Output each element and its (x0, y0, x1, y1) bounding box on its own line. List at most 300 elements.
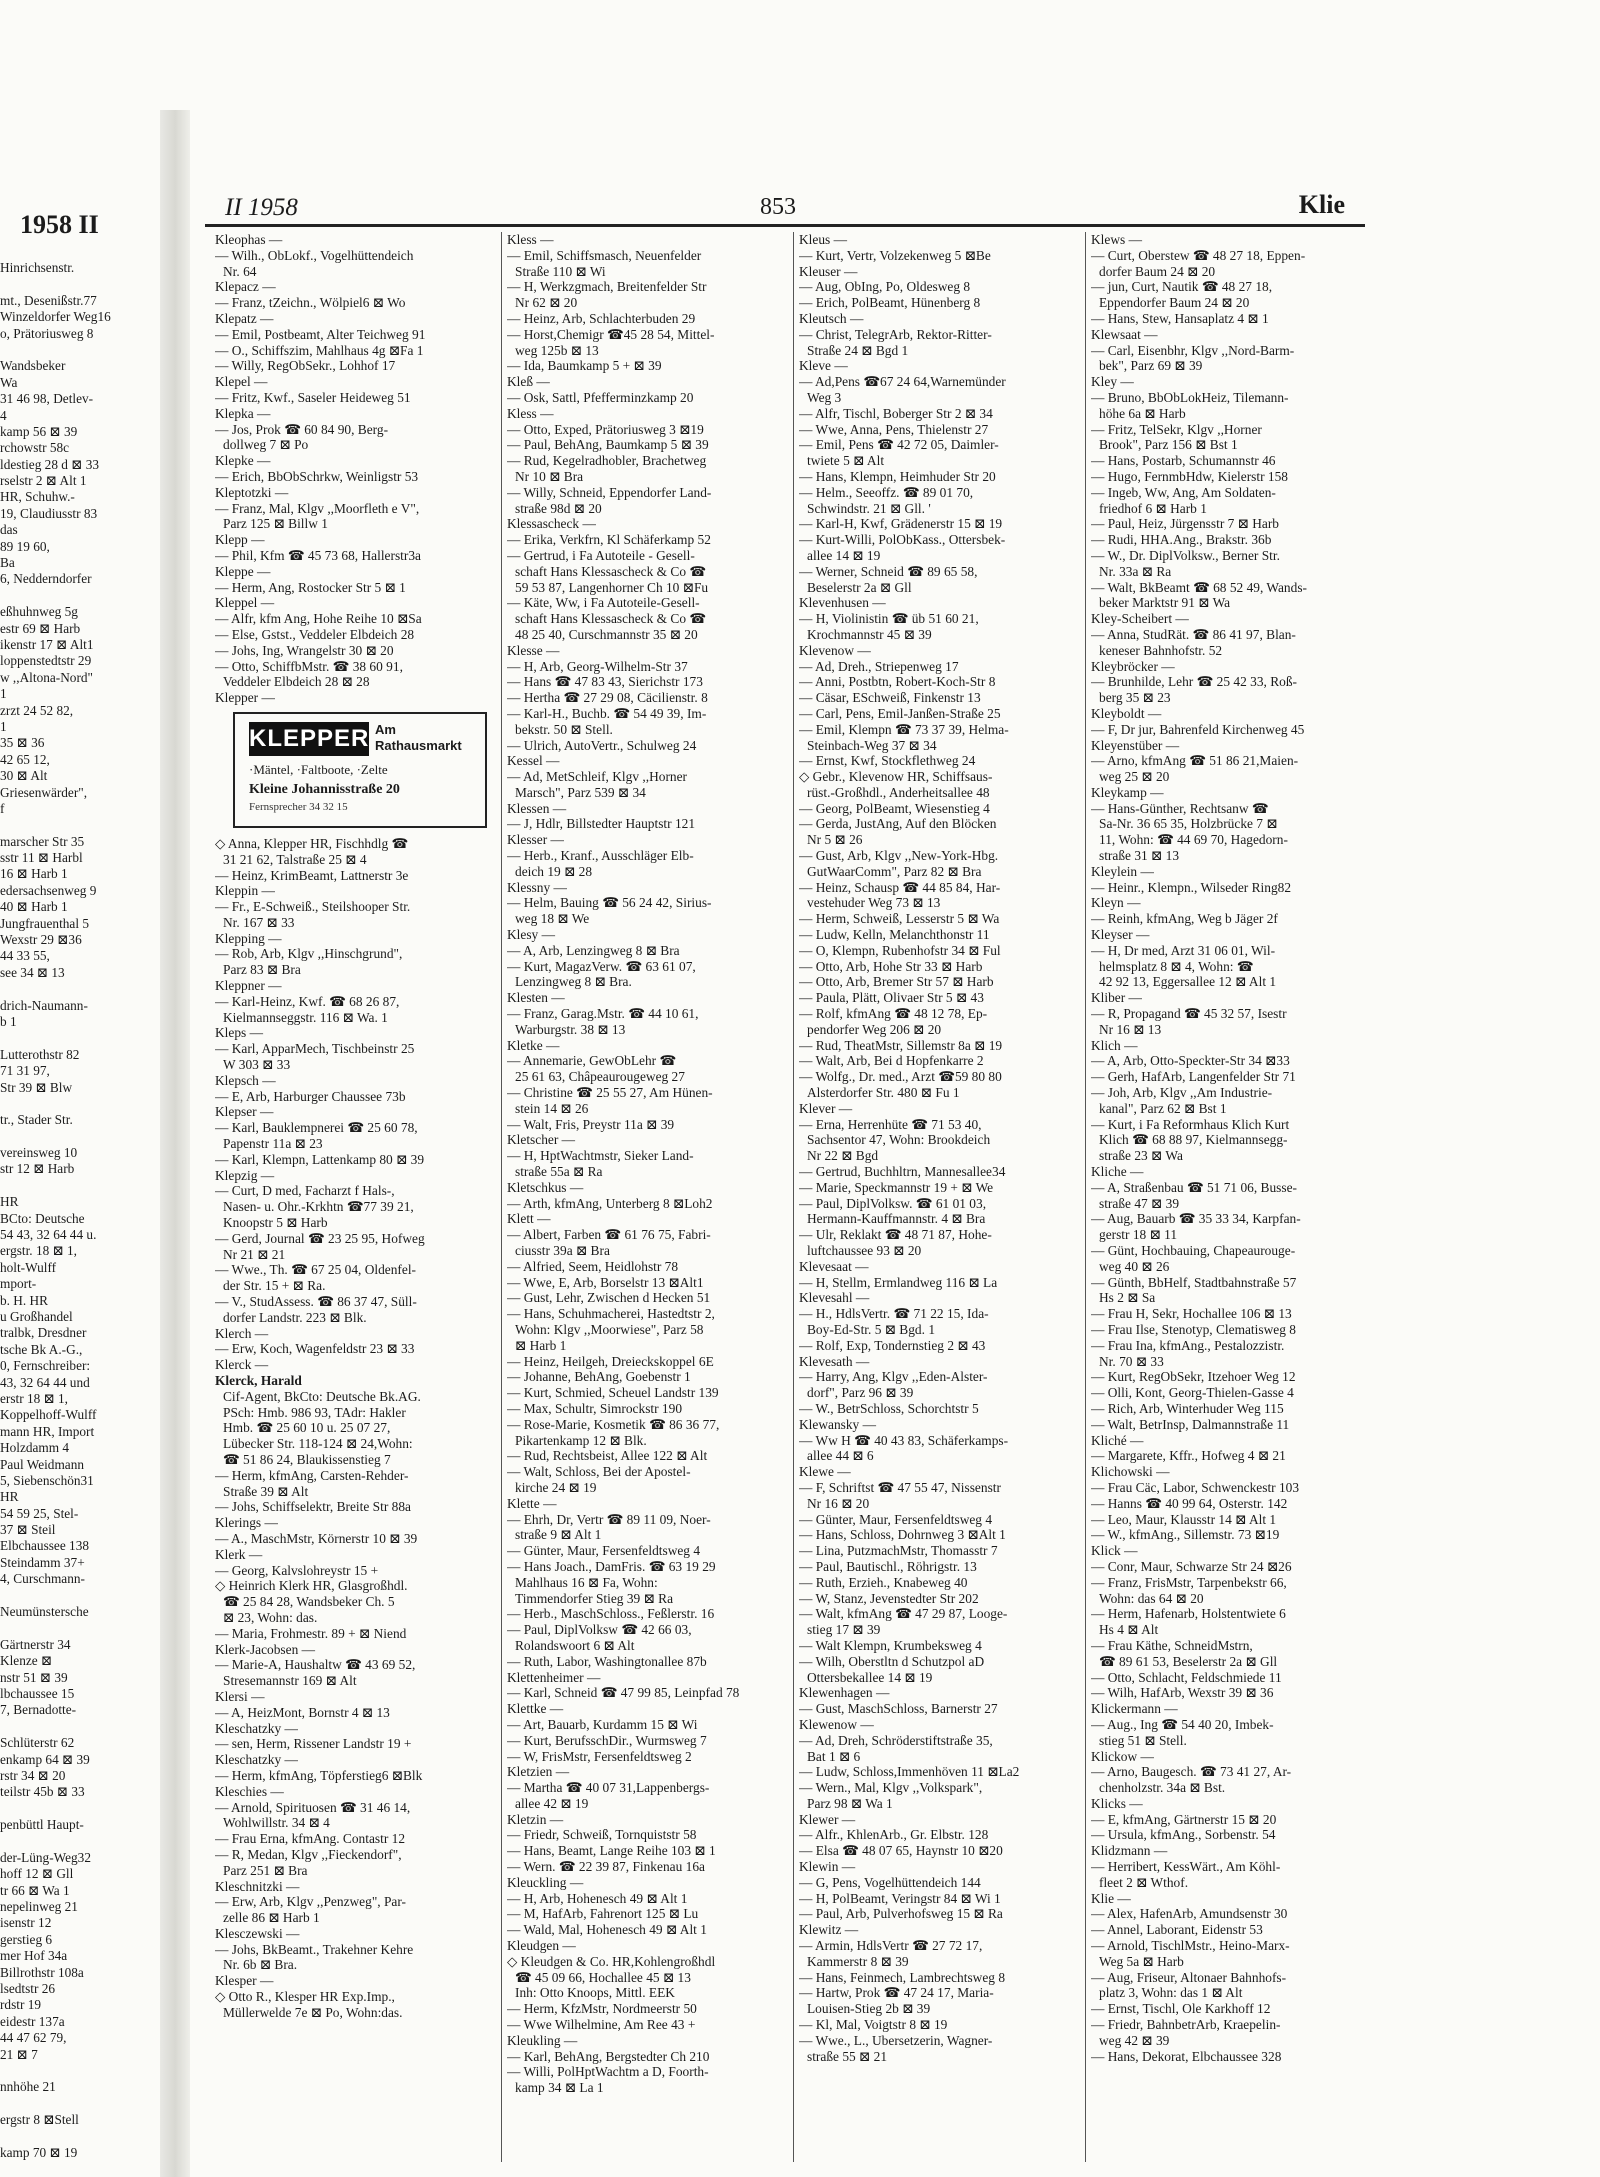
directory-entry: — Walt, kfmAng ☎ 47 29 87, Looge- (799, 1606, 1008, 1622)
left-page-line: mann HR, Import (0, 1423, 95, 1439)
directory-entry: — O, Klempn, Rubenhofstr 34 ⊠ Ful (799, 942, 1001, 958)
surname-heading: Kletschkus — (507, 1179, 584, 1195)
directory-entry: — R, Propagand ☎ 45 32 57, Isestr (1091, 1006, 1287, 1022)
directory-entry: — Willy, Schneid, Eppendorfer Land- (507, 484, 712, 500)
directory-entry: Krochmannstr 45 ⊠ 39 (807, 626, 932, 642)
directory-entry: — Ad, MetSchleif, Klgv ,,Horner (507, 769, 688, 785)
directory-entry: — Johs, Schiffselektr, Breite Str 88a (215, 1499, 411, 1515)
directory-entry: Klich ☎ 68 88 97, Kielmannsegg- (1099, 1132, 1288, 1148)
left-page-line: 5, Siebenschön31 (0, 1472, 94, 1488)
surname-heading: Klewenow — (799, 1716, 874, 1732)
left-page-line: estr 69 ⊠ Harb (0, 620, 81, 636)
left-page-line (0, 1620, 160, 1636)
directory-entry: — Franz, Mal, Klgv ,,Moorfleth e V", (215, 500, 420, 516)
directory-entry: 48 25 40, Curschmannstr 35 ⊠ 20 (515, 626, 698, 642)
directory-entry: — Carl, Eisenbhr, Klgv ,,Nord-Barm- (1091, 342, 1295, 358)
left-page-line: rstr 34 ⊠ 20 (0, 1767, 66, 1783)
surname-heading: Klesper — (215, 1973, 274, 1989)
directory-entry: Lenzingweg 8 ⊠ Bra. (515, 974, 632, 990)
directory-entry: Wohn: das 64 ⊠ 20 (1099, 1590, 1204, 1606)
surname-heading: Klewe — (799, 1464, 851, 1480)
surname-heading: Kleuser — (799, 263, 858, 279)
directory-entry: — Walt Klempn, Krumbeksweg 4 (799, 1637, 982, 1653)
surname-heading: Kessel — (507, 753, 560, 769)
left-page-line (0, 1588, 160, 1604)
directory-entry: — Martha ☎ 40 07 31,Lappenbergs- (507, 1780, 710, 1796)
surname-heading: Klepp — (215, 532, 265, 548)
left-page-line: 37 ⊠ Steil (0, 1522, 56, 1538)
surname-heading: Kleudgen — (507, 1938, 576, 1954)
surname-heading: Kleschies — (215, 1783, 284, 1799)
directory-entry: kirche 24 ⊠ 19 (515, 1479, 597, 1495)
left-page-line: u Großhandel (0, 1309, 73, 1324)
surname-heading: Kliche — (1091, 1164, 1144, 1180)
directory-entry: — Alfr, Tischl, Boberger Str 2 ⊠ 34 (799, 405, 993, 421)
directory-entry: — Emil, Schiffsmasch, Neuenfelder (507, 247, 702, 263)
surname-heading: Kliché — (1091, 1432, 1144, 1448)
directory-entry: — F, Schriftst ☎ 47 55 47, Nissenstr (799, 1479, 1001, 1495)
left-page-line: 19, Claudiusstr 83 (0, 505, 98, 521)
directory-entry: — Johs, Ing, Wrangelstr 30 ⊠ 20 (215, 642, 394, 658)
directory-entry: — Ludw, Kelln, Melanchthonstr 11 (799, 927, 990, 943)
directory-entry: straße 23 ⊠ Wa (1099, 1148, 1183, 1164)
directory-entry: — Wern., Mal, Klgv ,,Volkspark", (799, 1780, 983, 1796)
surname-heading: Kliber — (1091, 990, 1142, 1006)
left-page-line: tralbk, Dresdner (0, 1325, 87, 1341)
directory-entry: — Hans, Stew, Hansaplatz 4 ⊠ 1 (1091, 310, 1269, 326)
directory-entry: — Arnold, TischlMstr., Heino-Marx- (1091, 1938, 1290, 1954)
directory-entry: — Brunhilde, Lehr ☎ 25 42 33, Roß- (1091, 674, 1297, 690)
directory-entry: chenholzstr. 34a ⊠ Bst. (1099, 1780, 1226, 1796)
surname-heading: Klessny — (507, 879, 567, 895)
directory-entry: — A, HeizMont, Bornstr 4 ⊠ 13 (215, 1704, 390, 1720)
directory-entry: — Anni, Postbtn, Robert-Koch-Str 8 (799, 674, 996, 690)
directory-entry: Nr 62 ⊠ 20 (515, 295, 578, 311)
directory-entry: — Karl, Bauklempnerei ☎ 25 60 78, (215, 1120, 418, 1136)
surname-heading: Klerck, Harald (215, 1373, 302, 1388)
left-page-line: lbchaussee 15 (0, 1685, 75, 1701)
directory-entry: Kammerstr 8 ⊠ 39 (807, 1953, 909, 1969)
directory-entry: straße 98d ⊠ 20 (515, 500, 602, 516)
directory-entry: Parz 98 ⊠ Wa 1 (807, 1795, 893, 1811)
left-page-line: nepelinweg 21 (0, 1899, 78, 1915)
directory-entry: — Emil, Postbeamt, Alter Teichweg 91 (215, 326, 426, 342)
directory-entry: — Karl-H, Kwf, Grädenerstr 15 ⊠ 19 (799, 516, 1003, 532)
surname-heading: Klesten — (507, 990, 565, 1006)
surname-heading: Kley-Scheibert — (1091, 611, 1189, 627)
left-page-line: vereinsweg 10 (0, 1145, 78, 1161)
directory-entry: — Otto, Schlacht, Feldschmiede 11 (1091, 1669, 1282, 1685)
surname-heading: Klettke — (507, 1701, 564, 1717)
left-page-line (0, 2096, 160, 2112)
surname-heading: Kleschatzky — (215, 1752, 298, 1768)
surname-heading: Klick — (1091, 1543, 1138, 1559)
directory-entry: — Heinz, KrimBeamt, Lattnerstr 3e (215, 867, 409, 883)
directory-entry: höhe 6a ⊠ Harb (1099, 405, 1186, 421)
surname-heading: Kleppin — (215, 883, 275, 899)
surname-heading: Klepel — (215, 374, 268, 390)
directory-entry: — Herm, Ang, Rostocker Str 5 ⊠ 1 (215, 579, 406, 595)
left-page-line (0, 588, 160, 604)
directory-entry: — Hertha ☎ 27 29 08, Cäcilienstr. 8 (507, 690, 708, 706)
book-gutter (160, 110, 190, 2177)
directory-entry: — Erw, Koch, Wagenfeldstr 23 ⊠ 33 (215, 1341, 415, 1357)
column-rule (793, 232, 794, 2162)
directory-entry: — Gertrud, Buchhltrn, Mannesallee34 (799, 1164, 1006, 1180)
directory-entry: — Karl, Klempn, Lattenkamp 80 ⊠ 39 (215, 1151, 425, 1167)
directory-entry: — Hans, Klempn, Heimhuder Str 20 (799, 468, 996, 484)
directory-entry: — H., HdlsVertr. ☎ 71 22 15, Ida- (799, 1306, 989, 1322)
left-page-line: marscher Str 35 (0, 833, 85, 849)
directory-entry: der Str. 15 + ⊠ Ra. (223, 1278, 326, 1294)
directory-entry: — Phil, Kfm ☎ 45 73 68, Hallerstr3a (215, 547, 421, 563)
surname-heading: Kleus — (799, 232, 847, 247)
left-page-line: eidestr 137a (0, 2013, 65, 2029)
directory-entry: Inh: Otto Knoops, Mittl. EEK (515, 1985, 675, 2001)
directory-entry: straße 55 ⊠ 21 (807, 2048, 888, 2064)
left-page-line: teilstr 45b ⊠ 33 (0, 1784, 85, 1800)
directory-entry: — jun, Curt, Nautik ☎ 48 27 18, (1091, 279, 1273, 295)
surname-heading: Klesy — (507, 927, 555, 943)
left-page-line: HR (0, 1489, 19, 1505)
surname-heading: Klewitz — (799, 1922, 859, 1938)
surname-heading: Klevenow — (799, 642, 871, 658)
directory-entry: — Herm, Hafenarb, Holstentwiete 6 (1091, 1606, 1286, 1622)
left-page-line: erstr 18 ⊠ 1, (0, 1390, 69, 1406)
surname-heading: Klews — (1091, 232, 1142, 247)
left-page-line (0, 1030, 160, 1046)
directory-entry: PSch: Hmb. 986 93, TAdr: Hakler (223, 1404, 406, 1420)
directory-entry: Schwindstr. 21 ⊠ Gll. ' (807, 500, 931, 516)
surname-heading: Klerck — (215, 1357, 269, 1373)
left-page-line: Jungfrauenthal 5 (0, 915, 89, 931)
directory-entry: helmsplatz 8 ⊠ 4, Wohn: ☎ (1099, 958, 1254, 974)
directory-entry: bek", Parz 69 ⊠ 39 (1099, 358, 1203, 374)
header-volume-year: II 1958 (225, 194, 298, 221)
directory-entry: — Willy, RegObSekr., Lohhof 17 (215, 358, 396, 374)
directory-entry: — Herribert, KessWärt., Am Köhl- (1091, 1859, 1281, 1875)
surname-heading: Kleyn — (1091, 895, 1141, 911)
surname-heading: Kleykamp — (1091, 784, 1164, 800)
surname-heading: Klevesahl — (799, 1290, 870, 1306)
directory-entry: — Anna, StudRät. ☎ 86 41 97, Blan- (1091, 626, 1296, 642)
directory-entry: GutWaarComm", Parz 82 ⊠ Bra (807, 863, 982, 879)
directory-entry: Hs 2 ⊠ Sa (1099, 1290, 1156, 1306)
surname-heading: Kleyboldt — (1091, 705, 1162, 721)
directory-entry: — Alfr, kfm Ang, Hohe Reihe 10 ⊠Sa (215, 611, 422, 627)
directory-entry: Nr 16 ⊠ 13 (1099, 1021, 1162, 1037)
left-page-line: Ba (0, 555, 15, 571)
surname-heading: Kleschatzky — (215, 1720, 298, 1736)
directory-entry: dorfer Baum 24 ⊠ 20 (1099, 263, 1216, 279)
directory-entry: — Hans, Postarb, Schumannstr 46 (1091, 453, 1276, 469)
directory-entry: — E, kfmAng, Gärtnerstr 15 ⊠ 20 (1091, 1811, 1277, 1827)
directory-entry: ⊠ 23, Wohn: das. (223, 1609, 318, 1625)
left-page-line (0, 342, 160, 358)
left-page-line: Paul Weidmann (0, 1456, 84, 1472)
directory-entry: — H, Violinistin ☎ üb 51 60 21, (799, 611, 979, 627)
left-page-line: ldestieg 28 d ⊠ 33 (0, 456, 100, 472)
directory-entry: weg 125b ⊠ 13 (515, 342, 599, 358)
surname-heading: Klepzig — (215, 1167, 275, 1183)
directory-entry: — Rolf, kfmAng ☎ 48 12 78, Ep- (799, 1006, 988, 1022)
left-page-line: o, Prätoriusweg 8 (0, 325, 94, 341)
directory-entry: Timmendorfer Stieg 39 ⊠ Ra (515, 1590, 674, 1606)
directory-entry: Steinbach-Weg 37 ⊠ 34 (807, 737, 937, 753)
directory-entry: — Wwe, E, Arb, Borselstr 13 ⊠Alt1 (507, 1274, 704, 1290)
directory-entry: Parz 125 ⊠ Billw 1 (223, 516, 328, 532)
left-page-line: HR, Schuhw.- (0, 489, 75, 505)
directory-entry: — Karl, BehAng, Bergstedter Ch 210 (507, 2048, 710, 2064)
directory-entry: — Ww H ☎ 40 43 83, Schäferkamps- (799, 1432, 1009, 1448)
directory-entry: — W., kfmAng., Sillemstr. 73 ⊠19 (1091, 1527, 1280, 1543)
directory-entry: ◇ Kleudgen & Co. HR,Kohlengroßhdl (507, 1953, 716, 1969)
directory-entry: ◇ Gebr., Klevenow HR, Schiffsaus- (799, 769, 993, 785)
directory-entry: — A, Straßenbau ☎ 51 71 06, Busse- (1091, 1179, 1297, 1195)
directory-entry: — Max, Schultr, Simrockstr 190 (507, 1400, 683, 1416)
surname-heading: Kleophas — (215, 232, 283, 247)
surname-heading: Kleutsch — (799, 310, 864, 326)
directory-entry: — H, Dr med, Arzt 31 06 01, Wil- (1091, 942, 1276, 958)
left-page-line: f (0, 800, 5, 816)
directory-entry: Kielmannseggstr. 116 ⊠ Wa. 1 (223, 1009, 388, 1025)
directory-entry: ⊠ Harb 1 (515, 1337, 567, 1353)
left-page-line: ergstr. 18 ⊠ 1, (0, 1243, 78, 1259)
directory-entry: — Bruno, BbObLokHeiz, Tilemann- (1091, 389, 1289, 405)
directory-entry: — A, Arb, Lenzingweg 8 ⊠ Bra (507, 942, 680, 958)
directory-entry: — Rud, Kegelradhobler, Brachetweg (507, 453, 707, 469)
surname-heading: Kleybröcker — (1091, 658, 1175, 674)
directory-entry: 42 92 13, Eggersallee 12 ⊠ Alt 1 (1099, 974, 1277, 990)
directory-entry: Boy-Ed-Str. 5 ⊠ Bgd. 1 (807, 1321, 936, 1337)
directory-entry: pendorfer Weg 206 ⊠ 20 (807, 1021, 942, 1037)
directory-entry: — E, Arb, Harburger Chaussee 73b (215, 1088, 406, 1104)
directory-entry: — Gertrud, i Fa Autoteile - Gesell- (507, 547, 695, 563)
directory-entry: — Helm, Bauing ☎ 56 24 42, Sirius- (507, 895, 712, 911)
surname-heading: Klie — (1091, 1890, 1131, 1906)
directory-entry: Veddeler Elbdeich 28 ⊠ 28 (223, 674, 370, 690)
surname-heading: Kley — (1091, 374, 1134, 390)
directory-entry: — Paul, Heiz, Jürgensstr 7 ⊠ Harb (1091, 516, 1279, 532)
directory-entry: — Hans, Dekorat, Elbchaussee 328 (1091, 2048, 1282, 2064)
directory-entry: — Ida, Baumkamp 5 + ⊠ 39 (507, 358, 662, 374)
ad-products: ·Mäntel, ·Faltboote, ·Zelte (249, 761, 388, 777)
left-page-line: 1 (0, 686, 7, 702)
directory-entry: — Ingeb, Ww, Ang, Am Soldaten- (1091, 484, 1276, 500)
directory-entry: Hs 4 ⊠ Alt (1099, 1622, 1159, 1638)
directory-entry: — J, Hdlr, Billstedter Hauptstr 121 (507, 816, 696, 832)
directory-entry: Papenstr 11a ⊠ 23 (223, 1136, 323, 1152)
surname-heading: Kless — (507, 405, 554, 421)
directory-entry: Nr 10 ⊠ Bra (515, 468, 584, 484)
left-page-line: lsedtstr 26 (0, 1981, 56, 1997)
surname-heading: Klewansky — (799, 1416, 876, 1432)
directory-entry: — Werner, Schneid ☎ 89 65 58, (799, 563, 978, 579)
left-page-line: b 1 (0, 1013, 17, 1029)
surname-heading: Klicks — (1091, 1795, 1143, 1811)
directory-entry: — V., StudAssess. ☎ 86 37 47, Süll- (215, 1294, 417, 1310)
surname-heading: Klesse — (507, 642, 560, 658)
directory-entry: — Albert, Farben ☎ 61 76 75, Fabri- (507, 1227, 711, 1243)
left-page-line: 44 47 62 79, (0, 2030, 67, 2046)
directory-entry: — Hans, Beamt, Lange Reihe 103 ⊠ 1 (507, 1843, 716, 1859)
directory-entry: — Frau Erna, kfmAng. Contastr 12 (215, 1831, 406, 1847)
left-page-line: 54 59 25, Stel- (0, 1505, 79, 1521)
left-page-line: tr., Stader Str. (0, 1112, 73, 1128)
directory-entry: — Herb., Kranf., Ausschläger Elb- (507, 848, 694, 864)
directory-entry: twiete 5 ⊠ Alt (807, 453, 885, 469)
left-page-line: 42 65 12, (0, 751, 50, 767)
directory-entry: Wohn: Klgv ,,Moorwiese", Parz 58 (515, 1321, 704, 1337)
directory-entry: — Karl, ApparMech, Tischbeinstr 25 (215, 1041, 415, 1057)
directory-entry: — Ruth, Labor, Washingtonallee 87b (507, 1653, 707, 1669)
directory-entry: — Jos, Prok ☎ 60 84 90, Berg- (215, 421, 389, 437)
directory-entry: — Walt, BetrInsp, Dalmannstraße 11 (1091, 1416, 1290, 1432)
directory-entry: — Kurt, Schmied, Scheuel Landstr 139 (507, 1385, 719, 1401)
directory-entry: — Herm, kfmAng, Töpferstieg6 ⊠Blk (215, 1767, 423, 1783)
surname-heading: Klepka — (215, 405, 271, 421)
left-page-line: ergstr 8 ⊠Stell (0, 2112, 79, 2128)
left-page-line: str 12 ⊠ Harb (0, 1161, 75, 1177)
directory-entry: Mahlhaus 16 ⊠ Fa, Wohn: (515, 1574, 658, 1590)
left-page-line (0, 1719, 160, 1735)
left-page-line: Wexstr 29 ⊠36 (0, 932, 82, 948)
left-page-line: zrzt 24 52 82, (0, 702, 74, 718)
surname-heading: Klerk — (215, 1546, 263, 1562)
directory-entry: — Walt, Schloss, Bei der Apostel- (507, 1464, 691, 1480)
surname-heading: Klewsaat — (1091, 326, 1158, 342)
surname-heading: Klesczewski — (215, 1925, 300, 1941)
left-page-line: Billrothstr 108a (0, 1964, 84, 1980)
directory-entry: — Wern. ☎ 22 39 87, Finkenau 16a (507, 1859, 705, 1875)
left-page-line: 44 33 55, (0, 948, 50, 964)
left-page-line: Griesenwärder", (0, 784, 88, 800)
left-page-line: das (0, 522, 18, 538)
directory-entry: — Elsa ☎ 48 07 65, Haynstr 10 ⊠20 (799, 1843, 1003, 1859)
left-page-line: see 34 ⊠ 13 (0, 964, 65, 980)
directory-entry: — Cäsar, ESchweiß, Finkenstr 13 (799, 690, 981, 706)
directory-entry: — Franz, FrisMstr, Tarpenbekstr 66, (1091, 1574, 1287, 1590)
left-page-line: Holzdamm 4 (0, 1440, 70, 1456)
directory-entry: — Frau Cäc, Labor, Schwenckestr 103 (1091, 1479, 1300, 1495)
directory-entry: platz 3, Wohn: das 1 ⊠ Alt (1099, 1985, 1243, 2001)
left-page-line: edersachsenweg 9 (0, 882, 97, 898)
directory-entry: — Paul, Arb, Pulverhofsweg 15 ⊠ Ra (799, 1906, 1003, 1922)
directory-entry: — Reinh, kfmAng, Weg b Jäger 2f (1091, 911, 1278, 927)
surname-heading: Klepsch — (215, 1072, 276, 1088)
directory-entry: — Käte, Ww, i Fa Autoteile-Gesell- (507, 595, 700, 611)
directory-entry: kanal", Parz 62 ⊠ Bst 1 (1099, 1100, 1227, 1116)
directory-entry: — Kl, Mal, Voigtstr 8 ⊠ 19 (799, 2017, 948, 2033)
surname-heading: Klevesath — (799, 1353, 870, 1369)
left-page-line: rdstr 19 (0, 1997, 41, 2013)
directory-entry: — Rolf, Exp, Tondernstieg 2 ⊠ 43 (799, 1337, 986, 1353)
directory-entry: Straße 39 ⊠ Alt (223, 1483, 309, 1499)
directory-entry: — Hans, Schuhmacherei, Hastedtstr 2, (507, 1306, 715, 1322)
directory-entry: — Maria, Frohmestr. 89 + ⊠ Niend (215, 1625, 407, 1641)
left-page-line: holt-Wulff (0, 1259, 57, 1275)
directory-entry: Parz 83 ⊠ Bra (223, 962, 301, 978)
left-page-line (0, 2129, 160, 2145)
surname-heading: Klepacz — (215, 279, 276, 295)
directory-entry: — Rud, Rechtsbeist, Allee 122 ⊠ Alt (507, 1448, 708, 1464)
directory-entry: allee 14 ⊠ 19 (807, 547, 881, 563)
directory-entry: — W, FrisMstr, Fersenfeldtsweg 2 (507, 1748, 692, 1764)
directory-entry: — Joh, Arb, Klgv ,,Am Industrie- (1091, 1085, 1273, 1101)
directory-entry: 31 21 62, Talstraße 25 ⊠ 4 (223, 851, 367, 867)
left-page-line: rchowstr 58c (0, 440, 70, 456)
directory-entry: — M, HafArb, Fahrenort 125 ⊠ Lu (507, 1906, 699, 1922)
surname-heading: Kleschnitzki — (215, 1878, 300, 1894)
directory-entry: — Wolfg., Dr. med., Arzt ☎59 80 80 (799, 1069, 1002, 1085)
directory-entry: — Fr., E-Schweiß., Steilshooper Str. (215, 899, 411, 915)
left-page-line: 4 (0, 407, 7, 423)
directory-entry: — Aug, ObIng, Po, Oldesweg 8 (799, 279, 971, 295)
directory-entry: — Else, Gstst., Veddeler Elbdeich 28 (215, 626, 415, 642)
directory-entry: — Ad, Dreh, Schröderstiftstraße 35, (799, 1732, 993, 1748)
directory-entry: — Wilh, HafArb, Wexstr 39 ⊠ 36 (1091, 1685, 1274, 1701)
surname-heading: Klevesaat — (799, 1258, 869, 1274)
directory-entry: — Alfried, Seem, Heidlohstr 78 (507, 1258, 679, 1274)
directory-entry: — Rose-Marie, Kosmetik ☎ 86 36 77, (507, 1416, 720, 1432)
directory-entry: Rolandswoort 6 ⊠ Alt (515, 1637, 635, 1653)
directory-columns (215, 232, 1365, 2162)
directory-entry: — Herm, KfzMstr, Nordmeerstr 50 (507, 2001, 697, 2017)
left-page-line: 54 43, 32 64 44 u. (0, 1227, 97, 1243)
directory-entry: weg 42 ⊠ 39 (1099, 2032, 1170, 2048)
directory-entry: stieg 17 ⊠ 39 (807, 1622, 881, 1638)
directory-entry: — Hans, Feinmech, Lambrechtsweg 8 (799, 1969, 1006, 1985)
left-page-line: 0, Fernschreiber: (0, 1358, 91, 1374)
directory-entry: — Günter, Maur, Fersenfeldtsweg 4 (799, 1511, 993, 1527)
directory-entry: — Franz, Garag.Mstr. ☎ 44 10 61, (507, 1006, 699, 1022)
left-page-line: nstr 51 ⊠ 39 (0, 1669, 68, 1685)
directory-entry: Lübecker Str. 118-124 ⊠ 24,Wohn: (223, 1436, 413, 1452)
directory-entry: allee 44 ⊠ 6 (807, 1448, 874, 1464)
directory-entry: 25 61 63, Châpeaurougeweg 27 (515, 1069, 685, 1085)
directory-entry: ◇ Heinrich Klerk HR, Glasgroßhdl. (215, 1578, 408, 1594)
directory-entry: — H, HptWachtmstr, Sieker Land- (507, 1148, 694, 1164)
directory-entry: — Walt, BkBeamt ☎ 68 52 49, Wands- (1091, 579, 1307, 595)
directory-entry: Wohlwillstr. 34 ⊠ 4 (223, 1815, 330, 1831)
left-page-line: der-Lüng-Weg32 (0, 1849, 91, 1865)
left-page-line (0, 276, 160, 292)
directory-entry: — Karl, Schneid ☎ 47 99 85, Leinpfad 78 (507, 1685, 740, 1701)
directory-entry: Cif-Agent, BkCto: Deutsche Bk.AG. (223, 1388, 421, 1404)
directory-entry: — Aug., Ing ☎ 54 40 20, Imbek- (1091, 1716, 1274, 1732)
surname-heading: Klidzmann — (1091, 1843, 1168, 1859)
surname-heading: Kless — (507, 232, 554, 247)
left-page-line: mt., Desenißstr.77 (0, 292, 97, 308)
directory-entry: — Arnold, Spirituosen ☎ 31 46 14, (215, 1799, 411, 1815)
directory-entry: Knoopstr 5 ⊠ Harb (223, 1215, 328, 1231)
directory-entry: — Heinz, Schausp ☎ 44 85 84, Har- (799, 879, 1001, 895)
directory-entry: — Aug, Bauarb ☎ 35 33 34, Karpfan- (1091, 1211, 1301, 1227)
directory-entry: — Ernst, Tischl, Ole Karkhoff 12 (1091, 2001, 1271, 2017)
directory-entry: Stresemannstr 169 ⊠ Alt (223, 1673, 357, 1689)
left-page-line (0, 1129, 160, 1145)
surname-heading: Kletke — (507, 1037, 560, 1053)
surname-heading: Kleppner — (215, 978, 282, 994)
directory-entry: — Erich, BbObSchrkw, Weinligstr 53 (215, 468, 419, 484)
directory-entry: stein 14 ⊠ 26 (515, 1100, 589, 1116)
left-page-line: 43, 32 64 44 und (0, 1374, 90, 1390)
directory-entry: — Georg, PolBeamt, Wiesenstieg 4 (799, 800, 990, 816)
directory-entry: Nr 5 ⊠ 26 (807, 832, 863, 848)
directory-entry: — Hanns ☎ 40 99 64, Osterstr. 142 (1091, 1495, 1288, 1511)
directory-entry: gerstr 18 ⊠ 11 (1099, 1227, 1178, 1243)
directory-entry: Nr. 6b ⊠ Bra. (223, 1957, 298, 1973)
